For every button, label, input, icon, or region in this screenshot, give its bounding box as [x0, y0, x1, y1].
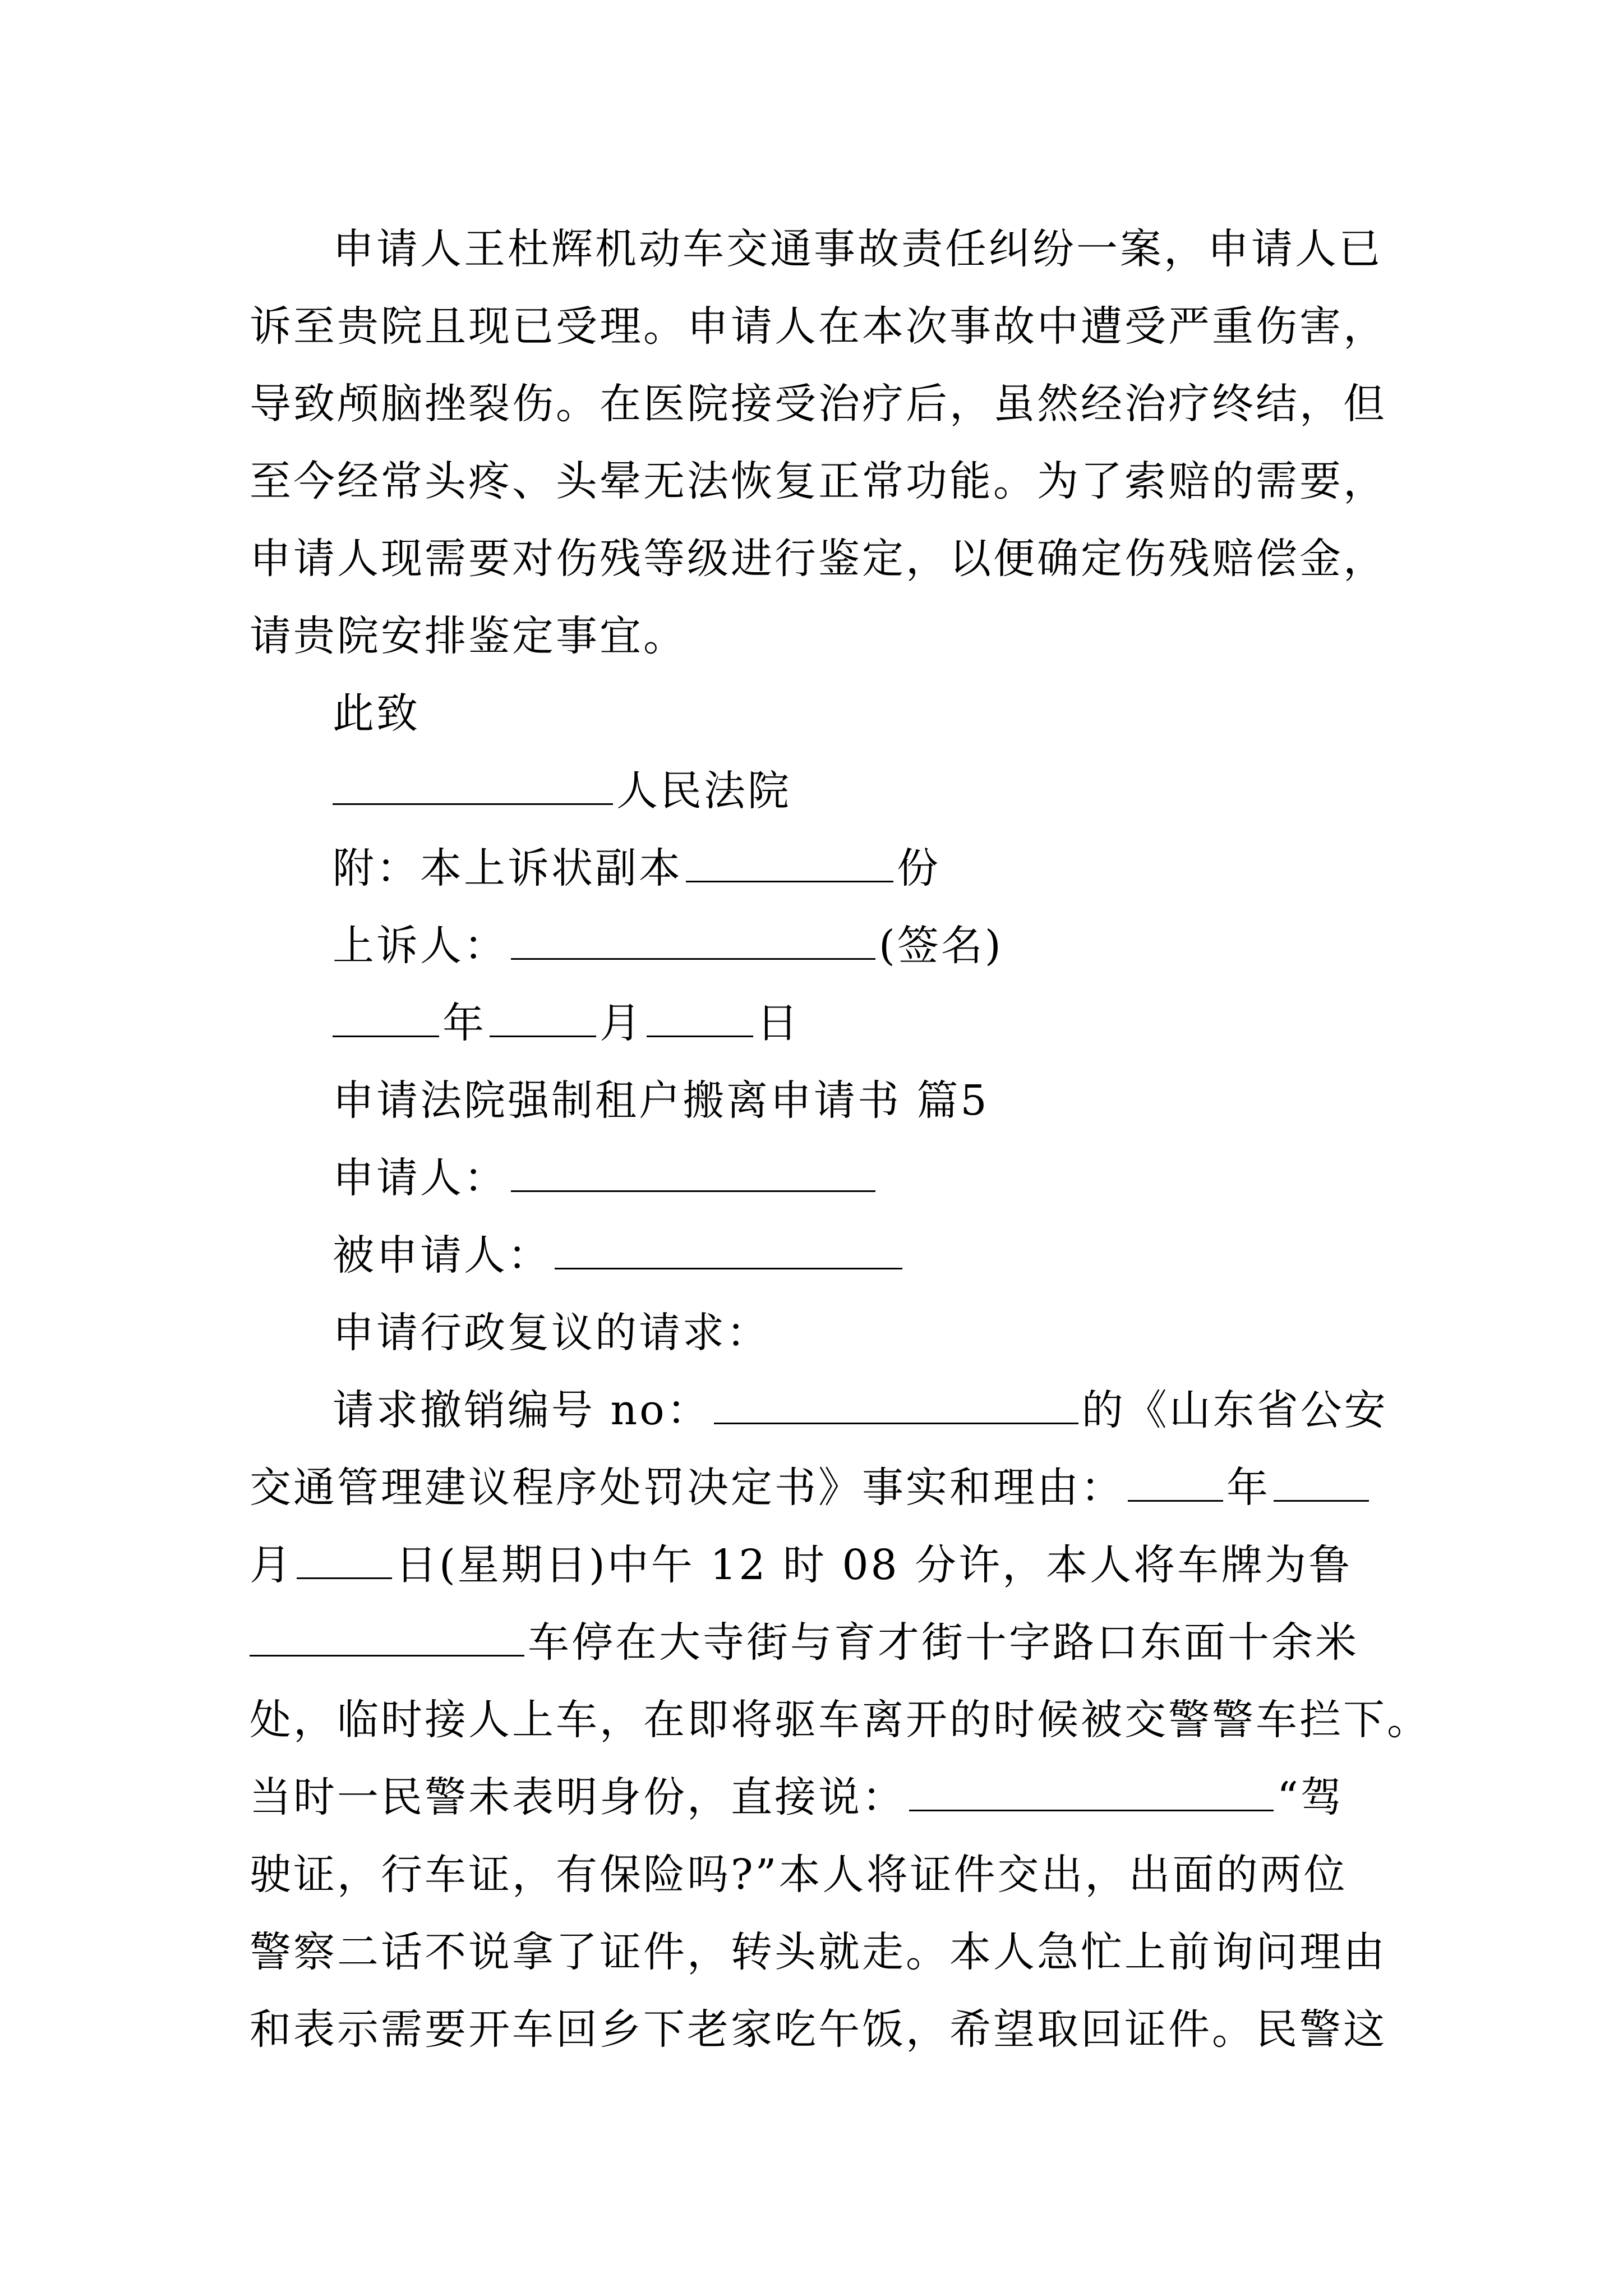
month-blank	[1274, 1466, 1369, 1502]
request-heading: 申请行政复议的请求：	[333, 1309, 770, 1357]
appellant-blank	[511, 924, 875, 960]
appellant-line	[250, 907, 1388, 984]
applicant-label: 申请人：	[333, 1154, 508, 1202]
paragraph-line: 申请人现需要对伤残等级进行鉴定，以便确定伤残赔偿金，	[250, 535, 1387, 583]
paragraph-line: 申请人王杜辉机动车交通事故责任纠纷一案，申请人已	[333, 225, 1382, 273]
appellant-prefix: 上诉人：	[333, 922, 508, 970]
respondent-line	[250, 1217, 1388, 1294]
month-label: 月	[250, 1541, 293, 1589]
year-label: 年	[1227, 1464, 1270, 1512]
body-line	[250, 1526, 1388, 1604]
body-line: 驶证，行车证，有保险吗?”本人将证件交出，出面的两位	[250, 1851, 1348, 1899]
year-blank	[333, 1002, 439, 1037]
body-text: 请求撤销编号 no：	[333, 1386, 711, 1434]
body-line: 警察二话不说拿了证件，转头就走。本人急忙上前询问理由	[250, 1928, 1387, 1976]
year-blank	[1128, 1466, 1223, 1502]
attachment-suffix: 份	[897, 844, 940, 892]
respondent-label: 被申请人：	[333, 1231, 551, 1280]
salutation: 此致	[333, 689, 420, 738]
paragraph-line: 至今经常头疼、头晕无法恢复正常功能。为了索赔的需要，	[250, 457, 1387, 505]
body-line	[250, 1759, 1388, 1836]
day-blank	[297, 1544, 392, 1579]
attachment-line	[250, 830, 1388, 907]
day-blank	[647, 1002, 753, 1037]
body-line	[250, 1372, 1388, 1449]
quote-blank	[909, 1776, 1274, 1811]
year-label: 年	[442, 999, 486, 1047]
body-text: 车停在大寺街与育才街十字路口东面十余米	[528, 1618, 1359, 1667]
paragraph-line: 导致颅脑挫裂伤。在医院接受治疗后，虽然经治疗终结，但	[250, 380, 1387, 428]
paragraph-line: 诉至贵院且现已受理。申请人在本次事故中遭受严重伤害，	[250, 302, 1387, 351]
respondent-blank	[555, 1234, 902, 1269]
applicant-blank	[511, 1157, 875, 1192]
section-title: 申请法院强制租户搬离申请书 篇5	[333, 1076, 989, 1125]
number-blank	[714, 1389, 1078, 1424]
court-name-blank	[333, 770, 613, 805]
body-line: 和表示需要开车回乡下老家吃午饭，希望取回证件。民警这	[250, 2005, 1387, 2054]
attachment-prefix: 附：本上诉状副本	[333, 844, 683, 892]
body-text: 当时一民警未表明身份，直接说：	[250, 1773, 906, 1821]
body-line	[250, 1449, 1388, 1526]
court-suffix: 人民法院	[616, 767, 791, 815]
body-text: 交通管理建议程序处罚决定书》事实和理由：	[250, 1464, 1124, 1512]
day-label: 日	[757, 999, 800, 1047]
body-line: 处，临时接人上车，在即将驱车离开的时候被交警警车拦下。	[250, 1696, 1431, 1744]
body-line	[250, 1604, 1388, 1681]
copies-blank	[686, 847, 893, 882]
plate-blank	[250, 1621, 524, 1657]
applicant-line	[250, 1139, 1388, 1217]
month-label: 月	[600, 999, 643, 1047]
body-text: 日(星期日)中午 12 时 08 分许，本人将车牌为鲁	[395, 1541, 1353, 1589]
body-text: 的《山东省公安	[1081, 1386, 1388, 1434]
paragraph-line: 请贵院安排鉴定事宜。	[250, 612, 687, 660]
date-line	[250, 984, 1388, 1062]
month-blank	[490, 1002, 596, 1037]
body-text: “驾	[1277, 1773, 1344, 1821]
signature-note: (签名)	[879, 922, 1003, 970]
document-content	[250, 210, 1431, 2068]
court-line	[250, 752, 1388, 830]
